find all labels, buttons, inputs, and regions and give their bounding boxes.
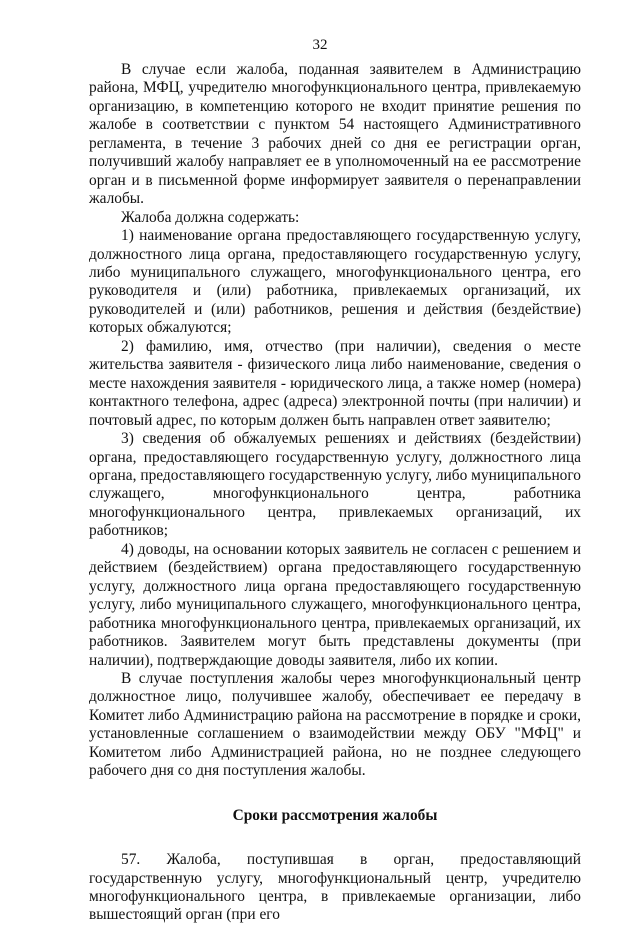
section-heading: Сроки рассмотрения жалобы: [232, 806, 438, 824]
paragraph-mfc-transfer: В случае поступления жалобы через многофункциональный центр должностное лицо, получившее жалобу, обеспечивает ее передачу в Комитет либо Администрацию района на рассмотрение в порядке и сроки, установленные соглашением о взаимодействии между ОБУ "МФЦ" и Комитетом либо Администрацией района, но не позднее следующего рабочего дня со дня поступления жалобы.: [89, 669, 581, 780]
paragraph-redirect-complaint: В случае если жалоба, поданная заявителем в Администрацию района, МФЦ, учредителю многофункционального центра, привлекаемую организацию, в компетенцию которого не входит принятие решения по жалобе в соответствии с пунктом 54 настоящего Административного регламента, в течение 3 рабочих дней со дня ее регистрации орган, получивший жалобу направляет ее в уполномоченный на ее рассмотрение орган и в письменной форме информирует заявителя о перенаправлении жалобы.: [89, 61, 581, 208]
paragraph-complaint-contents-intro: Жалоба должна содержать:: [121, 208, 300, 226]
list-item-4: 4) доводы, на основании которых заявитель не согласен с решением и действием (бездействием) органа предоставляющего государственную услугу, должностного лица органа предоставляющего государственную услугу, либо муниципального служащего, многофункционального центра, работника многофункционального центра, привлекаемых организаций, их работников. Заявителем могут быть представлены документы (при наличии), подтверждающие доводы заявителя, либо их копии.: [89, 540, 581, 669]
list-item-2: 2) фамилию, имя, отчество (при наличии), сведения о месте жительства заявителя - физического лица либо наименование, сведения о месте нахождения заявителя - юридического лица, а также номер (номера) контактного телефона, адрес (адреса) электронной почты (при наличии) и почтовый адрес, по которым должен быть направлен ответ заявителю;: [89, 337, 581, 429]
list-item-3: 3) сведения об обжалуемых решениях и действиях (бездействии) органа, предоставляющего государственную услугу, должностного лица органа, предоставляющего государственную услугу, либо муниципального служащего, многофункционального центра, работника многофункционального центра, привлекаемых организаций, их работников;: [89, 430, 581, 540]
document-body: [89, 61, 581, 925]
list-item-1: 1) наименование органа предоставляющего государственную услугу, должностного лица органа, предоставляющего государственную услугу, либо муниципального служащего, многофункционального центра, его руководителя и (или) работника, привлекаемых организаций, их руководителей и (или) работников, решения и действия (бездействие) которых обжалуются;: [89, 227, 581, 337]
page-number: 32: [312, 37, 328, 53]
paragraph-57: 57. Жалоба, поступившая в орган, предоставляющий государственную услугу, многофункциональный центр, учредителю многофункционального центра, в привлекаемые организации, либо вышестоящий орган (при его: [89, 851, 581, 924]
